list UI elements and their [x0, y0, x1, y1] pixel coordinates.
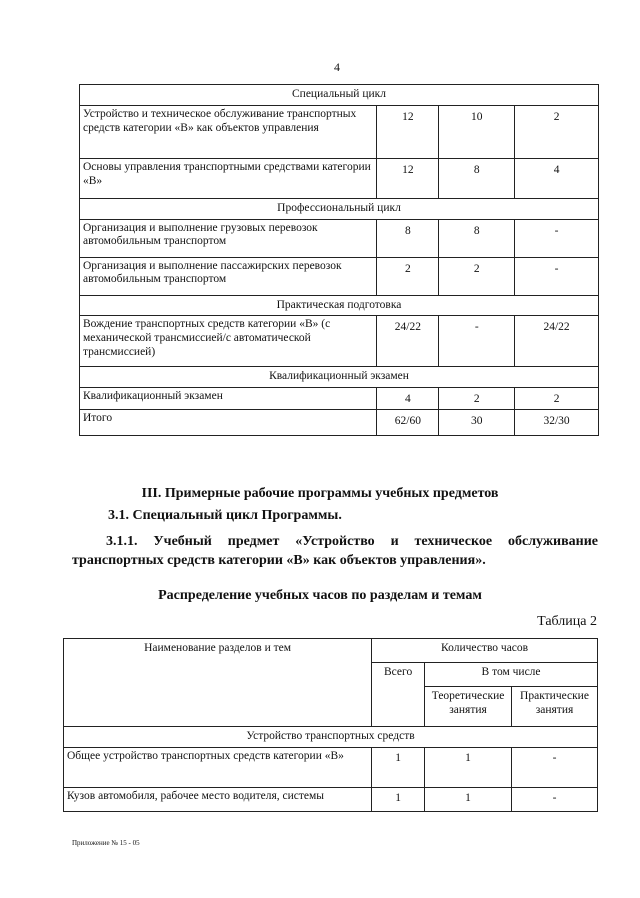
header-row [64, 639, 598, 663]
topic-name: Общее устройство транспортных средств категории «В» [64, 747, 372, 787]
total-hours: 1 [372, 787, 425, 811]
subject-name: Организация и выполнение грузовых перевозок автомобильным транспортом [80, 219, 377, 257]
total-hours: 8 [377, 219, 439, 257]
theory-hours: 10 [439, 105, 515, 158]
practice-hours: - [515, 257, 599, 295]
table-row [64, 747, 598, 787]
section-title: Устройство транспортных средств [64, 727, 598, 748]
total-label: Итого [80, 410, 377, 436]
theory-hours: 8 [439, 219, 515, 257]
table-row [80, 257, 599, 295]
total-hours: 12 [377, 105, 439, 158]
practice-hours: - [515, 219, 599, 257]
distribution-heading: Распределение учебных часов по разделам и темам [158, 588, 482, 603]
total-hours: 1 [372, 747, 425, 787]
subject-name: Организация и выполнение пассажирских перевозок автомобильным транспортом [80, 257, 377, 295]
total-hours: 4 [377, 388, 439, 410]
section-row [64, 727, 598, 748]
theory-hours: 2 [439, 257, 515, 295]
topics-hours-table [63, 638, 598, 812]
col-including-header: В том числе [425, 663, 598, 687]
col-practice-header: Практические занятия [512, 687, 598, 727]
col-name-header: Наименование разделов и тем [64, 639, 372, 727]
table-row [64, 787, 598, 811]
practice-hours: 24/22 [515, 316, 599, 367]
section-title: Практическая подготовка [80, 295, 599, 316]
section-row [80, 198, 599, 219]
theory-hours: 2 [439, 388, 515, 410]
table-row [80, 219, 599, 257]
total-hours: 24/22 [377, 316, 439, 367]
practice-hours: 2 [515, 105, 599, 158]
section-row [80, 295, 599, 316]
col-hours-header: Количество часов [372, 639, 598, 663]
subject-heading: 3.1.1. Учебный предмет «Устройство и техническое обслуживание транспортных средств категории «В» как объектов управления». [72, 534, 598, 568]
table-row [80, 316, 599, 367]
subject-name: Устройство и техническое обслуживание транспортных средств категории «В» как объектов управления [80, 105, 377, 158]
col-total-header: Всего [372, 663, 425, 727]
practice-hours: 4 [515, 158, 599, 198]
hours-summary-table [79, 84, 599, 436]
theory-hours: - [439, 316, 515, 367]
total-hours: 2 [377, 257, 439, 295]
practice-hours: 32/30 [515, 410, 599, 436]
section-row [80, 85, 599, 106]
section-row [80, 367, 599, 388]
total-row [80, 410, 599, 436]
practice-hours: - [512, 747, 598, 787]
practice-hours: - [512, 787, 598, 811]
practice-hours: 2 [515, 388, 599, 410]
subject-name: Основы управления транспортными средствами категории «В» [80, 158, 377, 198]
theory-hours: 30 [439, 410, 515, 436]
theory-hours: 1 [425, 787, 512, 811]
page-number: 4 [334, 60, 340, 74]
subject-name: Квалификационный экзамен [80, 388, 377, 410]
topic-name: Кузов автомобиля, рабочее место водителя, системы [64, 787, 372, 811]
section-heading: III. Примерные рабочие программы учебных предметов [141, 486, 499, 501]
subject-name: Вождение транспортных средств категории «В» (с механической трансмиссией/с автоматической трансмиссией) [80, 316, 377, 367]
section-title: Специальный цикл [80, 85, 599, 106]
section-title: Профессиональный цикл [80, 198, 599, 219]
table-row [80, 388, 599, 410]
theory-hours: 1 [425, 747, 512, 787]
col-theory-header: Теоретические занятия [425, 687, 512, 727]
total-hours: 12 [377, 158, 439, 198]
theory-hours: 8 [439, 158, 515, 198]
table-row [80, 105, 599, 158]
subsection-heading: 3.1. Специальный цикл Программы. [108, 508, 342, 523]
table-row [80, 158, 599, 198]
footer-note: Приложение № 15 - 05 [72, 839, 140, 847]
total-hours: 62/60 [377, 410, 439, 436]
section-title: Квалификационный экзамен [80, 367, 599, 388]
table-label: Таблица 2 [537, 614, 597, 629]
